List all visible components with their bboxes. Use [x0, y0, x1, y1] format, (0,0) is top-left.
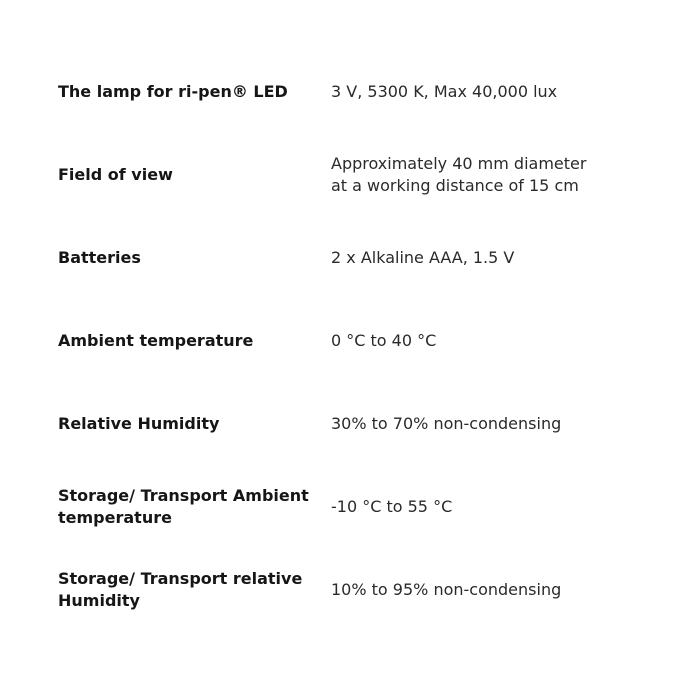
spec-value: 3 V, 5300 K, Max 40,000 lux	[331, 81, 558, 101]
spec-value: 0 °C to 40 °C	[331, 330, 437, 350]
spec-value: 30% to 70% non-condensing	[331, 413, 562, 433]
spec-row-batteries	[58, 216, 658, 299]
spec-row-storage-temperature	[58, 465, 658, 548]
spec-row-field-of-view	[58, 133, 658, 216]
spec-row-relative-humidity	[58, 382, 658, 465]
spec-label: The lamp for ri-pen® LED	[58, 81, 288, 101]
spec-value: 2 x Alkaline AAA, 1.5 V	[331, 247, 515, 267]
spec-label: Storage/ Transport relative Humidity	[58, 568, 303, 610]
spec-table	[58, 50, 658, 631]
spec-value: 10% to 95% non-condensing	[331, 579, 562, 599]
spec-row-ambient-temperature	[58, 299, 658, 382]
spec-row-lamp	[58, 50, 658, 133]
spec-label: Storage/ Transport Ambient temperature	[58, 485, 309, 527]
spec-value: -10 °C to 55 °C	[331, 496, 453, 516]
spec-value: Approximately 40 mm diameter at a working distance of 15 cm	[331, 153, 587, 195]
spec-label: Relative Humidity	[58, 413, 220, 433]
spec-row-storage-humidity	[58, 548, 658, 631]
spec-label: Ambient temperature	[58, 330, 254, 350]
spec-label: Batteries	[58, 247, 141, 267]
spec-label: Field of view	[58, 164, 173, 184]
